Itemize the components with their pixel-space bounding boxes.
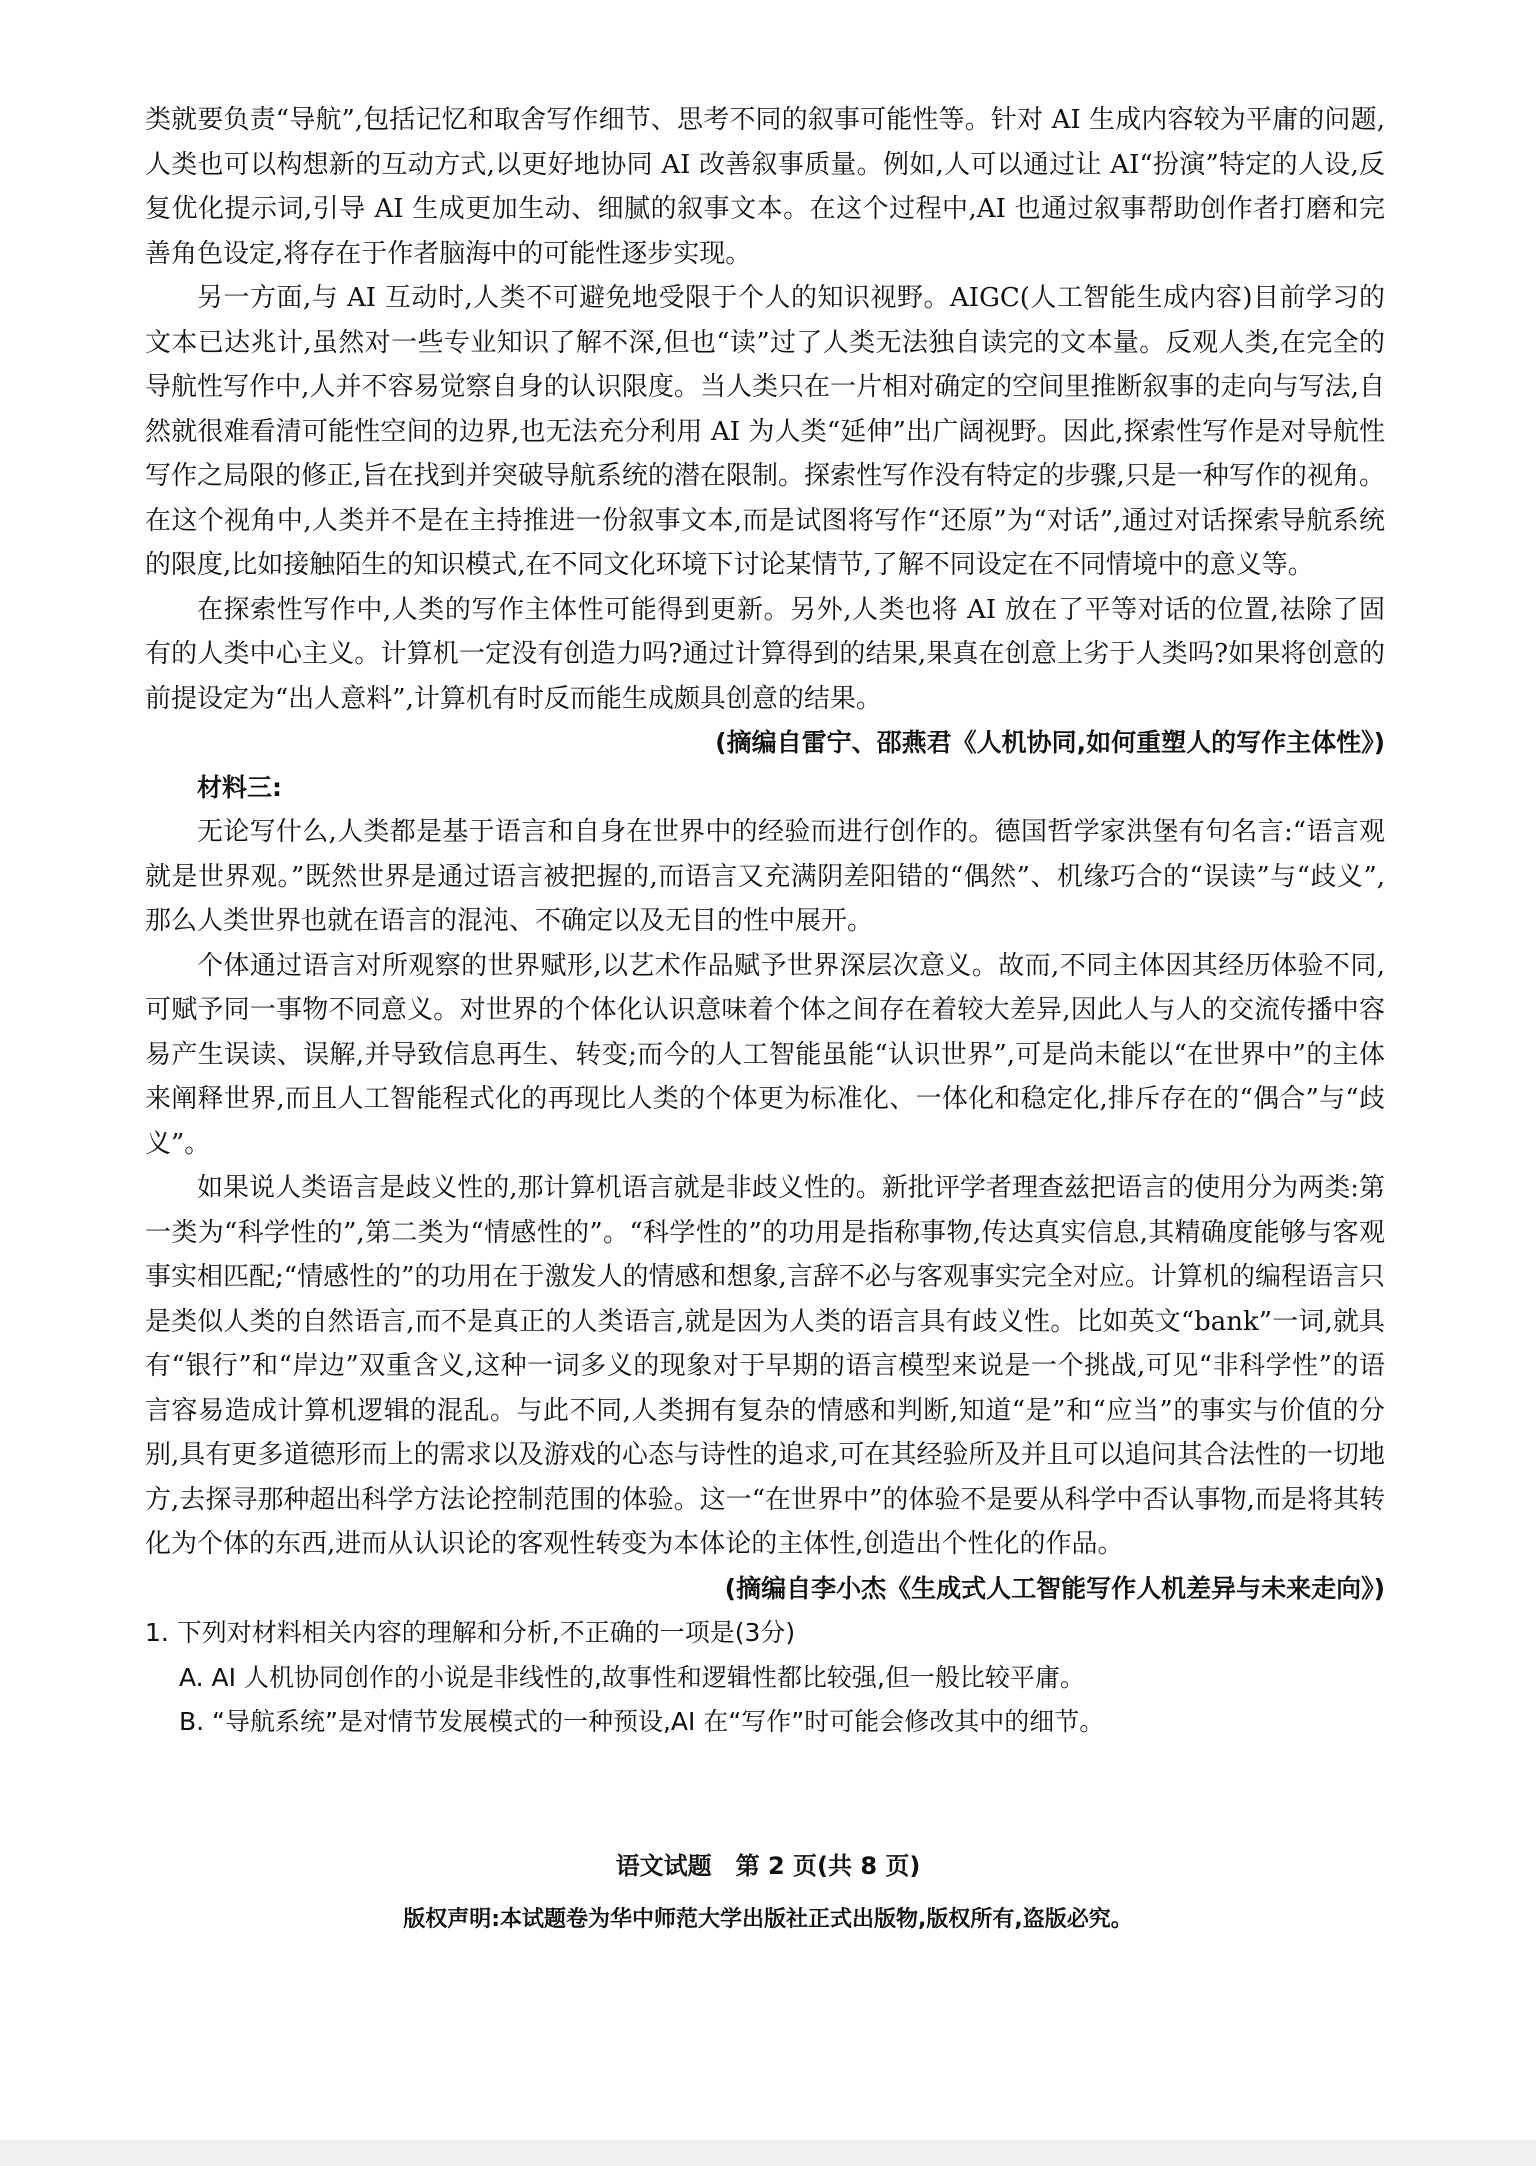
section-heading: 材料三: (197, 772, 282, 802)
copyright-notice: 版权声明:本试题卷为华中师范大学出版社正式出版物,版权所有,盗版必究。 (403, 1907, 1133, 1932)
option-b: B. “导航系统”是对情节发展模式的一种预设,AI 在“写作”时可能会修改其中的细节。 (179, 1707, 1105, 1736)
source-citation: (摘编自李小杰《生成式人工智能写作人机差异与未来走向》) (724, 1573, 1385, 1603)
source-citation: (摘编自雷宁、邵燕君《人机协同,如何重塑人的写作主体性》) (715, 728, 1385, 757)
paragraph: 另一方面,与 AI 互动时,人类不可避免地受限于个人的知识视野。AIGC(人工智能生成内容)目前学习的文本已达兆计,虽然对一些专业知识了解不深,但也“读”过了人类无法独自读完的文本量。反观人类,在完全的导航性写作中,人并不容易觉察自身的认识限度。当人类只在一片相对确定的空间里推断叙事的走向与写法,自然就很难看清可能性空间的边界,也无法充分利用 AI 为人类“延伸”出广阔视野。因此,探索性写作是对导航性写作之局限的修正,旨在找到并突破导航系统的潜在限制。探索性写作没有特定的步骤,只是一种写作的视角。在这个视角中,人类并不是在主持推进一份叙事文本,而是试图将写作“还原”为“对话”,通过对话探索导航系统的限度,比如接触陌生的知识模式,在不同文化环境下讨论某情节,了解不同设定在不同情境中的意义等。 (145, 283, 1385, 580)
paragraph: 在探索性写作中,人类的写作主体性可能得到更新。另外,人类也将 AI 放在了平等对话的位置,祛除了固有的人类中心主义。计算机一定没有创造力吗?通过计算得到的结果,果真在创意上劣于人类吗?如果将创意的前提设定为“出人意料”,计算机有时反而能生成颇具创意的结果。 (145, 594, 1385, 714)
paragraph: 无论写什么,人类都是基于语言和自身在世界中的经验而进行创作的。德国哲学家洪堡有句名言:“语言观就是世界观。”既然世界是通过语言被把握的,而语言又充满阴差阳错的“偶然”、机缘巧合的“误读”与“歧义”,那么人类世界也就在语言的混沌、不确定以及无目的性中展开。 (145, 817, 1385, 936)
paragraph: 如果说人类语言是歧义性的,那计算机语言就是非歧义性的。新批评学者理查兹把语言的使用分为两类:第一类为“科学性的”,第二类为“情感性的”。“科学性的”的功用是指称事物,传达真实信息,其精确度能够与客观事实相匹配;“情感性的”的功用在于激发人的情感和想象,言辞不必与客观事实完全对应。计算机的编程语言只是类似人类的自然语言,而不是真正的人类语言,就是因为人类的语言具有歧义性。比如英文“bank”一词,就具有“银行”和“岸边”双重含义,这种一词多义的现象对于早期的语言模型来说是一个挑战,可见“非科学性”的语言容易造成计算机逻辑的混乱。与此不同,人类拥有复杂的情感和判断,知道“是”和“应当”的事实与价值的分别,具有更多道德形而上的需求以及游戏的心态与诗性的追求,可在其经验所及并且可以追问其合法性的一切地方,去探寻那种超出科学方法论控制范围的体验。这一“在世界中”的体验不是要从科学中否认事物,而是将其转化为个体的东西,进而从认识论的客观性转变为本体论的主体性,创造出个性化的作品。 (145, 1173, 1385, 1559)
scan-bottom-edge (0, 2140, 1536, 2166)
option-a: A. AI 人机协同创作的小说是非线性的,故事性和逻辑性都比较强,但一般比较平庸。 (179, 1662, 1085, 1692)
question-stem: 1. 下列对材料相关内容的理解和分析,不正确的一项是(3分) (145, 1618, 796, 1647)
paragraph: 类就要负责“导航”,包括记忆和取舍写作细节、思考不同的叙事可能性等。针对 AI 生成内容较为平庸的问题,人类也可以构想新的互动方式,以更好地协同 AI 改善叙事质量。例如,人可以通过让 AI“扮演”特定的人设,反复优化提示词,引导 AI 生成更加生动、细腻的叙事文本。在这个过程中,AI 也通过叙事帮助创作者打磨和完善角色设定,将存在于作者脑海中的可能性逐步实现。 (145, 105, 1385, 269)
paragraph: 个体通过语言对所观察的世界赋形,以艺术作品赋予世界深层次意义。故而,不同主体因其经历体验不同,可赋予同一事物不同意义。对世界的个体化认识意味着个体之间存在着较大差异,因此人与人的交流传播中容易产生误读、误解,并导致信息再生、转变;而今的人工智能虽能“认识世界”,可是尚未能以“在世界中”的主体来阐释世界,而且人工智能程式化的再现比人类的个体更为标准化、一体化和稳定化,排斥存在的“偶合”与“歧义”。 (145, 950, 1385, 1159)
page-content (145, 98, 1385, 1745)
page-number: 语文试题 第 2 页(共 8 页) (615, 1852, 921, 1880)
